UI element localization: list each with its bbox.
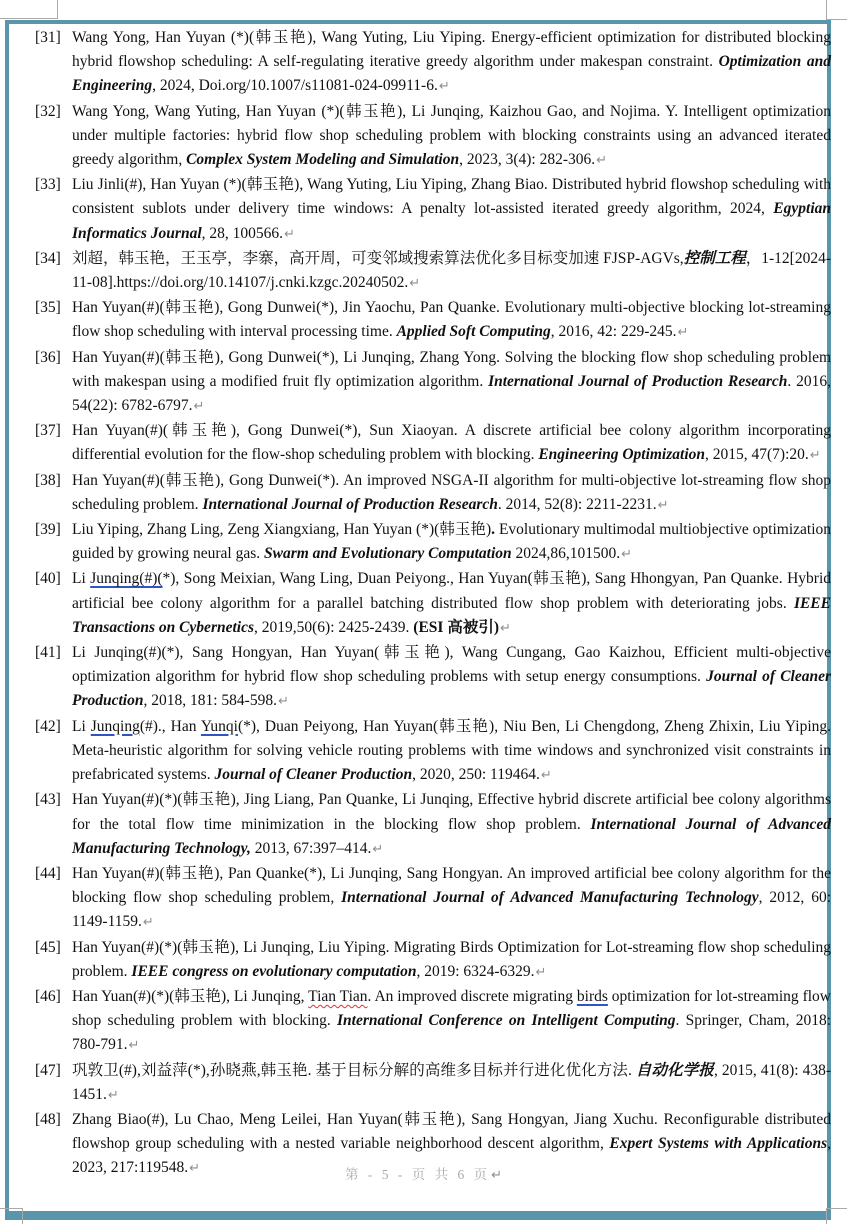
reference-item [35,862,831,936]
text-segment: Wang Yong, Han Yuyan (*)(韩玉艳), Wang Yuting, Liu Yiping. Energy-efficient optimization for distributed blocking hybrid flowshop scheduling: A self-regulating iterative greedy algorithm under makespan constraint. [72,29,831,71]
reference-number: [40] [35,570,61,588]
journal-name: Optimization and Engineering [72,53,831,95]
paragraph-mark-icon: ↵ [284,226,295,242]
text-segment: , 2016, 42: 229-245. [550,323,677,341]
reference-text [72,299,831,340]
paragraph-mark-icon: ↵ [372,841,384,857]
reference-number: [31] [35,29,61,46]
text-segment: Li [72,717,91,735]
paragraph-mark-icon: ↵ [540,768,552,784]
reference-text [72,29,831,94]
paragraph-mark-icon: ↵ [596,153,608,169]
journal-name: Expert Systems with Applications [609,1135,828,1153]
reference-item [35,296,831,345]
paragraph-mark-icon: ↵ [809,448,821,464]
text-segment: , 2012, 60: 1149-1159. [72,889,832,931]
text-segment: . Springer, Cham, 2018: 780-791. [72,1012,831,1054]
reference-number: [32] [35,102,61,120]
reference-text [72,988,831,1053]
paragraph-mark-icon: ↵ [491,1168,503,1183]
reference-item [35,788,831,862]
crop-mark-bottom-left-h [0,1208,23,1209]
journal-name: Swarm and Evolutionary Computation [264,545,512,563]
journal-name: International Journal of Production Research [488,372,788,390]
reference-number: [38] [35,471,61,489]
paragraph-mark-icon: ↵ [621,547,633,563]
text-segment: 刘超，韩玉艳，王玉亭，李寨，高开周，可变邻域搜索算法优化多目标变加速 FJSP-AGVs, [72,249,684,267]
reference-number: [36] [35,348,61,366]
reference-text [72,644,831,709]
reference-item [35,26,831,100]
text-segment: . 2014, 52(8): 2211-2231. [497,495,657,513]
reference-text [72,521,831,562]
text-segment: . An improved discrete migrating [367,987,577,1005]
paragraph-mark-icon: ↵ [189,1161,201,1177]
reference-number: [37] [35,422,61,440]
journal-name: Engineering Optimization [538,446,706,464]
journal-name: IEEE Transactions on Cybernetics [72,594,831,636]
reference-number: [41] [35,644,61,662]
text-segment: , 2023, 3(4): 282-306. [459,151,596,169]
journal-name: 控制工程 [683,249,746,267]
reference-item [35,346,831,420]
text-segment: 2013, 67:397–414. [250,839,372,857]
text-segment: Han Yuyan(#)(*)(韩玉艳), Li Junqing, Liu Yiping. Migrating Birds Optimization for Lot-streaming flow shop scheduling problem. [72,938,831,980]
text-segment: , 2018, 181: 584-598. [143,692,277,710]
reference-number: [46] [35,987,61,1005]
text-segment: Han Yuan(#)(*)(韩玉艳), Li Junqing, [72,987,309,1005]
paragraph-mark-icon: ↵ [193,399,205,415]
text-segment: Wang Yong, Wang Yuting, Han Yuyan (*)(韩玉艳), Li Junqing, Kaizhou Gao, and Nojima. Y. Intelligent optimization under multiple factories: hybrid flow shop scheduling problem with blocking constraints using an advanced iterated greedy algorithm, [72,102,831,169]
text-segment: , 2019,50(6): 2425-2439. [254,618,414,636]
paragraph-mark-icon: ↵ [438,79,450,95]
reference-text [72,176,831,241]
reference-number: [48] [35,1110,61,1128]
text-segment: ，1-12[2024-11-08].https://doi.org/10.14107/j.cnki.kzgc.20240502. [72,249,831,292]
reference-number: [47] [35,1061,61,1079]
reference-item [35,567,831,641]
text-segment: , 28, 100566. [201,224,284,242]
text-segment: Han Yuyan(#)(韩玉艳), Gong Dunwei(*). An improved NSGA-II algorithm for multi-objective lot-streaming flow shop scheduling problem. [72,471,831,513]
reference-item [35,173,831,247]
reference-text [72,1062,831,1103]
reference-item [35,469,831,518]
journal-name: International Journal of Advanced Manufacturing Technology, [72,815,831,857]
text-segment: , 2024, Doi.org/10.1007/s11081-024-09911-6. [152,77,438,95]
text-segment: Zhang Biao(#), Lu Chao, Meng Leilei, Han Yuyan(韩玉艳), Sang Hongyan, Jiang Xuchu. Reconfigurable distributed flowshop group scheduling with a nested variable neighborhood descent algorithm, [72,1110,831,1153]
reference-item [35,936,831,985]
text-segment: *), Song Meixian, Wang Ling, Duan Peiyong., Han Yuyan(韩玉艳), Sang Hhongyan, Pan Quanke. Hybrid artificial bee colony algorithm for a parallel batching distributed flow shop problem with deteriorating jobs. [72,570,831,612]
reference-item [35,1059,831,1108]
paragraph-mark-icon: ↵ [500,620,511,636]
journal-name: IEEE congress on evolutionary computation [131,962,417,980]
reference-text [72,570,831,635]
crop-mark-top-right-h [826,19,847,20]
reference-item [35,518,831,567]
paragraph-mark-icon: ↵ [677,325,689,341]
reference-item [35,715,831,789]
page-number-text: 第 - 5 - 页 共 6 页 [344,1167,491,1182]
text-segment: . [491,521,496,539]
page-footer [0,1163,847,1183]
reference-item [35,100,831,174]
reference-item [35,247,831,296]
journal-name: Egyptian Informatics Journal [72,200,831,242]
journal-name: Complex System Modeling and Simulation [186,151,460,169]
reference-text [72,349,831,414]
paragraph-mark-icon: ↵ [657,497,669,513]
reference-text [72,103,831,168]
crop-mark-bottom-right-v [826,1208,827,1224]
text-segment: Yunqi [200,717,238,735]
text-segment: , 2015, 47(7):20. [705,446,809,464]
reference-number: [42] [35,717,61,735]
text-segment: Liu Yiping, Zhang Ling, Zeng Xiangxiang, Han Yuyan (*)(韩玉艳) [72,521,492,539]
crop-mark-top-left-v [57,0,58,19]
text-segment: Li [72,570,91,588]
journal-name: Applied Soft Computing [396,323,551,341]
reference-item [35,419,831,468]
text-segment: (*), Duan Peiyong, Han Yuyan(韩玉艳), Niu Ben, Li Chengdong, Zheng Zhixin, Liu Yiping. Meta-heuristic algorithm for solving vehicle routing problems with time windows and synchronized visit constraints in prefabricated systems. [72,717,831,784]
reference-item [35,985,831,1059]
text-segment: , 2020, 250: 119464. [412,766,540,784]
paragraph-mark-icon: ↵ [142,915,154,931]
paragraph-mark-icon: ↵ [277,694,289,710]
reference-number: [34] [35,249,61,267]
paragraph-mark-icon: ↵ [535,964,547,980]
text-segment: (#)., Han [139,717,201,735]
paragraph-mark-icon: ↵ [107,1087,119,1103]
journal-name: 自动化学报 [635,1061,714,1079]
journal-name: International Conference on Intelligent Computing [337,1012,676,1030]
text-segment: . 2016, 54(22): 6782-6797. [72,372,832,415]
text-segment: Liu Jinli(#), Han Yuyan (*)(韩玉艳), Wang Yuting, Liu Yiping, Zhang Biao. Distributed hybrid flowshop scheduling with consistent sublots under delivery time windows: A penalty lot-assisted iterated greedy algorithm, 2024, [72,176,831,218]
text-segment: Tian Tian [308,987,368,1005]
text-segment: , 2015, 41(8): 438-1451. [72,1061,831,1103]
text-segment: Han Yuyan(#)(韩玉艳), Gong Dunwei(*), Jin Yaochu, Pan Quanke. Evolutionary multi-objective blocking lot-streaming flow shop scheduling with interval processing time. [72,299,831,341]
reference-text [72,718,831,783]
reference-number: [44] [35,864,61,882]
text-segment: Evolutionary multimodal multiobjective optimization guided by growing neural gas. [72,521,832,563]
journal-name: International Journal of Advanced Manufacturing Technology [341,889,759,907]
text-segment: birds [576,987,608,1005]
text-segment: Junqing [90,717,140,735]
reference-text [72,422,831,463]
reference-text [72,791,831,856]
crop-mark-top-left-h [0,18,58,19]
text-segment: Han Yuyan(#)(*)(韩玉艳), Jing Liang, Pan Quanke, Li Junqing, Effective hybrid discrete artificial bee colony algorithms for the total flow time minimization in the blocking flow shop problem. [72,791,831,833]
reference-number: [45] [35,938,61,956]
reference-number: [33] [35,176,61,194]
text-segment: (ESI 高被引) [413,618,499,636]
text-segment: Han Yuyan(#)(韩玉艳), Gong Dunwei(*), Sun Xiaoyan. A discrete artificial bee colony algorithm incorporating differential evolution for the flow-shop scheduling problem with blocking. [72,422,831,464]
text-segment: Junqing(#)( [90,570,163,588]
reference-number: [39] [35,521,61,539]
reference-text [72,472,831,513]
journal-name: Journal of Cleaner Production [72,668,831,710]
reference-text [72,865,831,930]
text-segment: Han Yuyan(#)(韩玉艳), Pan Quanke(*), Li Junqing, Sang Hongyan. An improved artificial bee colony algorithm for the blocking flow shop scheduling problem, [72,864,831,907]
paragraph-mark-icon: ↵ [409,276,421,292]
crop-mark-bottom-left-v [22,1208,23,1224]
reference-list [35,26,831,1182]
text-segment: , 2023, 217:119548. [72,1135,831,1177]
crop-mark-top-right-v [826,0,827,20]
journal-name: International Journal of Production Research [202,495,498,513]
text-segment: , 2019: 6324-6329. [416,962,535,980]
reference-text [72,250,831,291]
text-segment: Han Yuyan(#)(韩玉艳), Gong Dunwei(*), Li Junqing, Zhang Yong. Solving the blocking flow shop scheduling problem with makespan using a modified fruit fly optimization algorithm. [72,348,831,390]
journal-name: Journal of Cleaner Production [214,766,413,784]
text-segment: 巩敦卫(#),刘益萍(*),孙晓燕,韩玉艳. 基于目标分解的高维多目标并行进化优化方法. [72,1061,636,1079]
reference-number: [35] [35,299,61,317]
reference-item [35,641,831,715]
crop-mark-bottom-right-h [826,1208,847,1209]
text-segment: optimization for lot-streaming flow shop scheduling problem with blocking. [72,987,831,1030]
reference-number: [43] [35,791,61,809]
paragraph-mark-icon: ↵ [128,1038,140,1054]
text-segment: Li Junqing(#)(*), Sang Hongyan, Han Yuyan(韩玉艳), Wang Cungang, Gao Kaizhou, Efficient multi-objective optimization algorithm for hybrid flow shop scheduling problems with setup energy consumptions. [72,644,831,686]
text-segment: 2024,86,101500. [511,545,621,563]
reference-text [72,939,831,980]
